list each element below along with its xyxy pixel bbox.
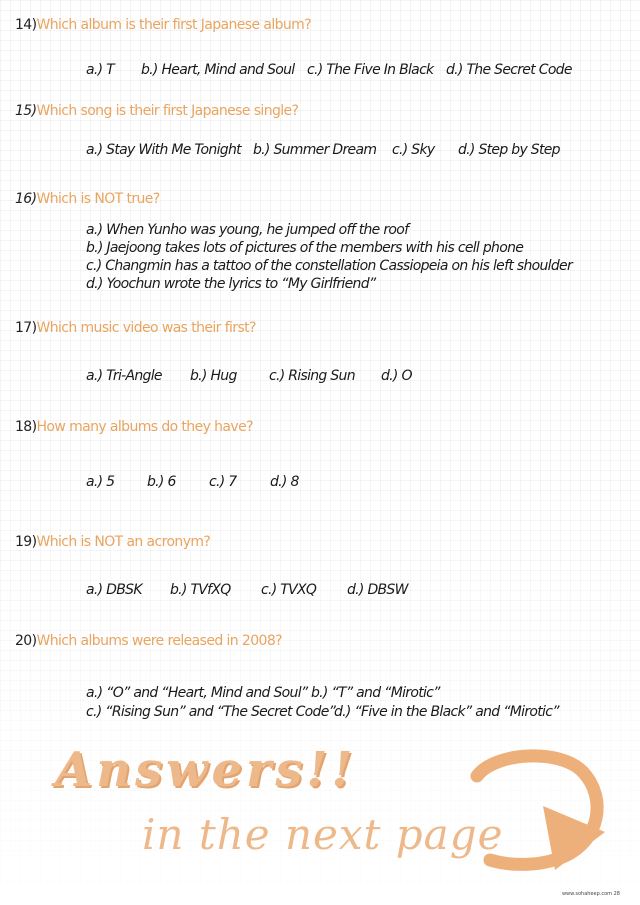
footer-site: www.sohaheep.com: [561, 891, 613, 897]
option-b: b.) Hug: [190, 368, 237, 384]
question-text: Which music video was their first?: [36, 320, 256, 336]
option-d: d.) “Five in the Black” and “Mirotic”: [334, 704, 559, 720]
answers-banner: Answers!!: [55, 742, 357, 798]
option-b: b.) Heart, Mind and Soul: [141, 62, 295, 78]
question-number: 15): [15, 103, 37, 119]
question-number: 19): [15, 534, 37, 550]
option-c: c.) TVXQ: [261, 582, 317, 598]
question-14: [15, 17, 311, 33]
option-a: a.) 5: [86, 474, 115, 490]
question-18: [15, 419, 253, 435]
curved-arrow-icon: [455, 748, 615, 878]
option-a: a.) DBSK: [86, 582, 142, 598]
option-a: a.) Stay With Me Tonight: [86, 142, 241, 158]
question-17: [15, 320, 256, 336]
option-c: c.) Sky: [392, 142, 435, 158]
option-c: c.) The Five In Black: [307, 62, 434, 78]
option-b: b.) TVfXQ: [170, 582, 231, 598]
page-footer: [562, 891, 620, 897]
option-a: a.) When Yunho was young, he jumped off the roof: [86, 222, 409, 238]
question-text: Which album is their first Japanese album?: [36, 17, 312, 33]
question-number: 18): [15, 419, 37, 435]
option-d: d.) DBSW: [347, 582, 408, 598]
option-d: d.) The Secret Code: [446, 62, 572, 78]
question-text: Which is NOT true?: [36, 191, 160, 207]
option-d: d.) Step by Step: [458, 142, 560, 158]
option-a: a.) T: [86, 62, 114, 78]
option-d: d.) O: [381, 368, 412, 384]
question-16: [15, 191, 160, 207]
option-c: c.) “Rising Sun” and “The Secret Code”: [86, 704, 336, 720]
question-20: [15, 633, 282, 649]
option-b: b.) 6: [147, 474, 176, 490]
question-text: Which albums were released in 2008?: [36, 633, 282, 649]
question-number: 14): [15, 17, 37, 33]
option-a: a.) “O” and “Heart, Mind and Soul”: [86, 685, 308, 701]
question-text: Which is NOT an acronym?: [36, 534, 211, 550]
option-c: c.) Rising Sun: [269, 368, 355, 384]
option-d: d.) Yoochun wrote the lyrics to “My Girlfriend”: [86, 276, 376, 292]
option-b: b.) “T” and “Mirotic”: [311, 685, 440, 701]
question-number: 17): [15, 320, 37, 336]
page-number: 28: [613, 891, 620, 897]
question-number: 16): [15, 191, 37, 207]
question-number: 20): [15, 633, 37, 649]
option-c: c.) Changmin has a tattoo of the constellation Cassiopeia on his left shoulder: [86, 258, 573, 274]
option-a: a.) Tri-Angle: [86, 368, 162, 384]
option-b: b.) Jaejoong takes lots of pictures of the members with his cell phone: [86, 240, 524, 256]
question-19: [15, 534, 210, 550]
next-page-caption: in the next page: [142, 810, 504, 859]
option-b: b.) Summer Dream: [253, 142, 377, 158]
option-c: c.) 7: [209, 474, 237, 490]
question-text: How many albums do they have?: [36, 419, 253, 435]
option-d: d.) 8: [270, 474, 299, 490]
question-15: [15, 103, 298, 119]
question-text: Which song is their first Japanese single?: [36, 103, 299, 119]
